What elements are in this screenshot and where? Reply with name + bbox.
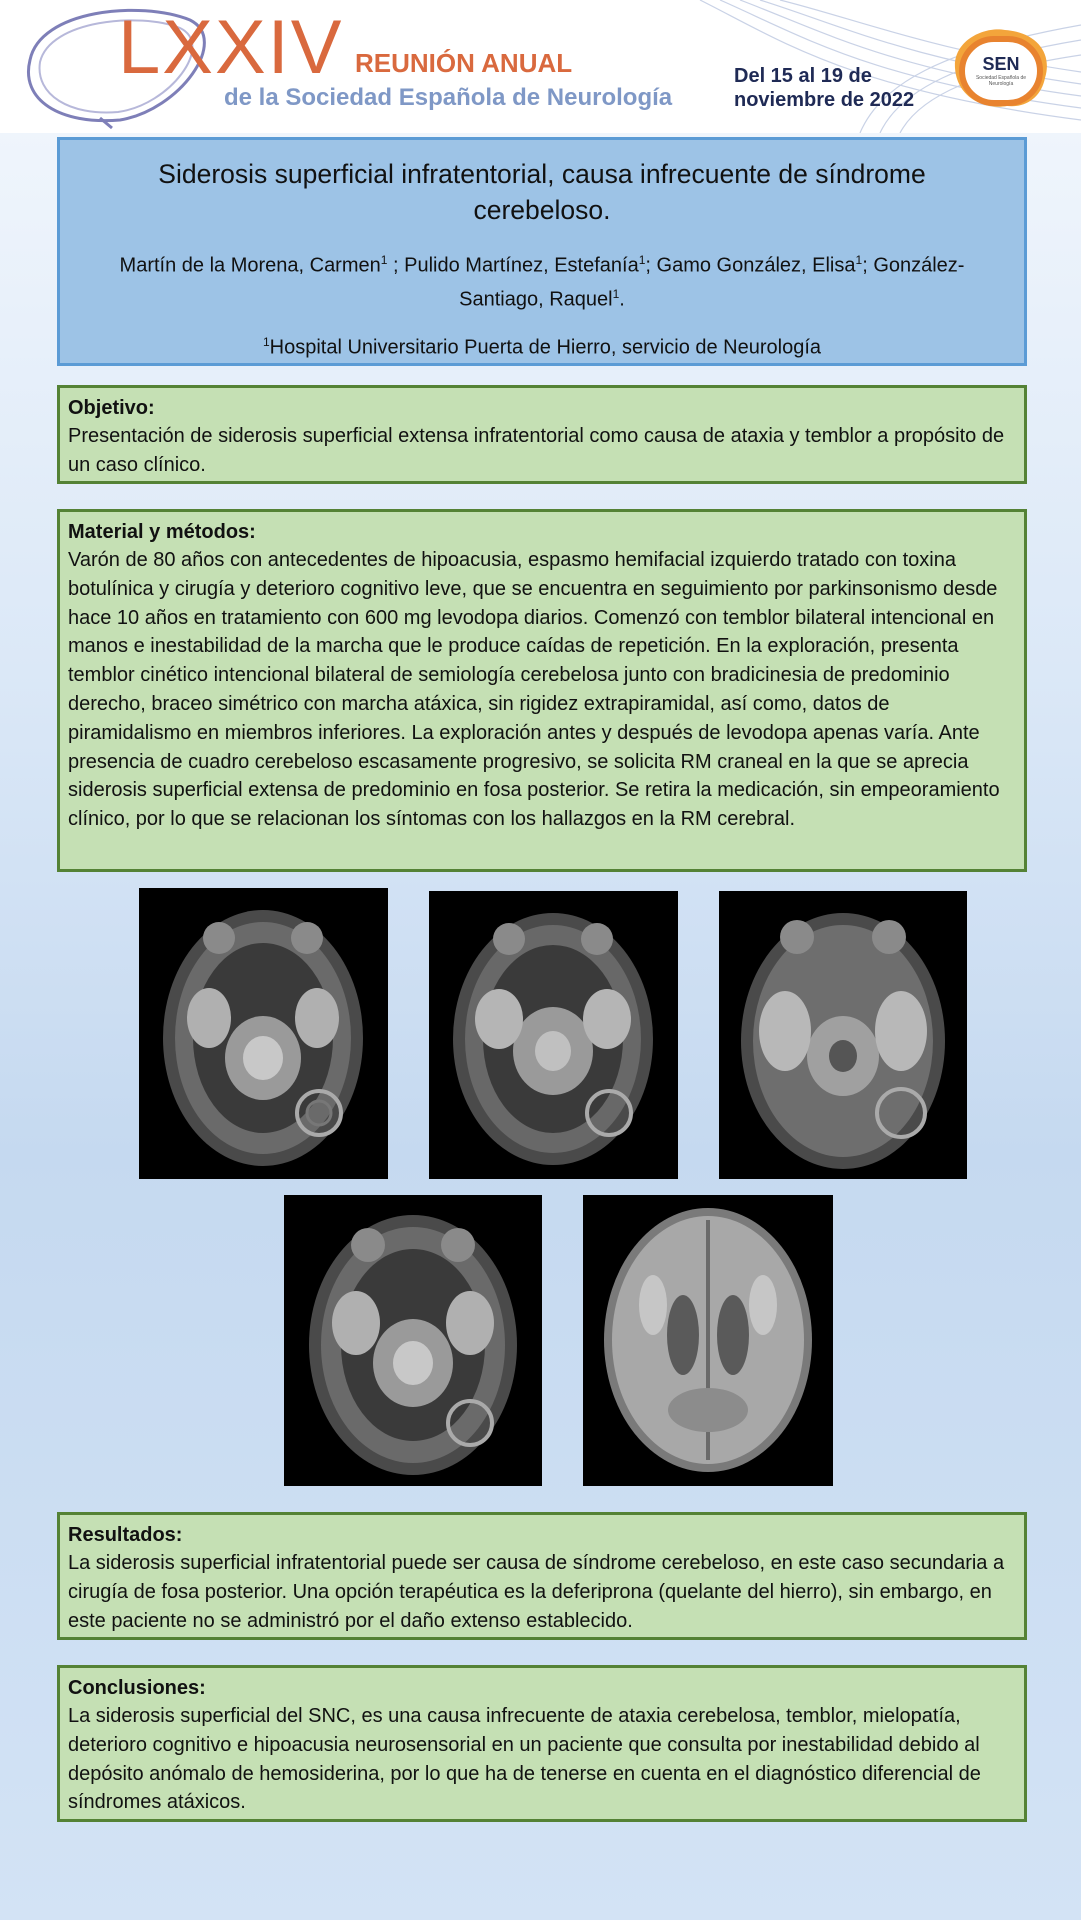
- conference-subtitle: de la Sociedad Española de Neurología: [224, 84, 673, 111]
- affiliation-text: Hospital Universitario Puerta de Hierro, servicio de Neurología: [269, 336, 822, 359]
- material-section: [57, 509, 1027, 872]
- author-name: Martín de la Morena, Carmen: [119, 254, 381, 277]
- mri-image-4-graphic: [284, 1195, 542, 1486]
- mri-image-4: [284, 1195, 542, 1486]
- author-separator: ;: [645, 254, 657, 277]
- conference-dates: [734, 64, 914, 112]
- author-name: Pulido Martínez, Estefanía: [404, 254, 639, 277]
- material-heading: Material y métodos:: [68, 521, 256, 543]
- mri-image-2-graphic: [429, 891, 678, 1179]
- author-sup: 1: [612, 286, 620, 301]
- authors: [80, 246, 1004, 313]
- conclusiones-heading: Conclusiones:: [68, 1677, 206, 1699]
- resultados-section: [57, 1512, 1027, 1640]
- author-name: González-Santiago, Raquel: [459, 254, 965, 311]
- objetivo-section: [57, 385, 1027, 484]
- material-body: Varón de 80 años con antecedentes de hipoacusia, espasmo hemifacial izquierdo tratado con toxina botulínica y cirugía y deterioro cognitivo leve, que se encuentra en seguimiento por parkinsonismo desde hace 10 años en tratamiento con 600 mg levodopa diarios. Comenzó con temblor bilateral intencional en manos e inestabilidad de la marcha que le produce caídas de repetición. En la exploración, presenta temblor cinético intencional bilateral de semiología cerebelosa junto con bradicinesia de predominio derecho, braceo simétrico con marcha atáxica, sin rigidez extrapiramidal, así como, datos de piramidalismo en miembros inferiores. La exploración antes y después de levodopa apenas varía. Ante presencia de cuadro cerebeloso escasamente progresivo, se solicita RM craneal en la que se aprecia siderosis superficial extensa de predominio en fosa posterior. Se retira la medicación, sin empeoramiento clínico, por lo que se relacionan los síntomas con los hallazgos en la RM cerebral.: [68, 549, 1000, 831]
- mri-image-5: [583, 1195, 833, 1486]
- author-name: Gamo González, Elisa: [656, 254, 856, 277]
- mri-image-5-graphic: [583, 1195, 833, 1486]
- author-sup: 1: [638, 253, 646, 267]
- conclusiones-body: La siderosis superficial del SNC, es una causa infrecuente de ataxia cerebelosa, temblor, mielopatía, deterioro cognitivo e hipoacusia neurosensorial en un paciente que consulta por inestabilidad debido al depósito anómalo de hemosiderina, por lo que ha de tenerse en cuenta en el diagnóstico diferencial de síndromes atáxicos.: [68, 1705, 981, 1814]
- author-sup: 1: [380, 253, 388, 267]
- title-box: [57, 137, 1027, 366]
- logo-badge: [959, 36, 1043, 106]
- mri-image-1: [139, 888, 388, 1179]
- conclusiones-section: [57, 1665, 1027, 1822]
- objetivo-body: Presentación de siderosis superficial extensa infratentorial como causa de ataxia y temblor a propósito de un caso clínico.: [68, 425, 1005, 476]
- author-separator: ;: [387, 254, 405, 277]
- sen-logo: [945, 22, 1055, 114]
- conference-title: REUNIÓN ANUAL: [355, 48, 573, 78]
- author-separator: .: [619, 288, 625, 311]
- author-sup: 1: [855, 253, 863, 267]
- conference-number: LXXIV: [118, 5, 344, 90]
- conference-header: [0, 0, 1081, 133]
- poster-title: Siderosis superficial infratentorial, causa infrecuente de síndrome cerebeloso.: [158, 159, 926, 225]
- affiliation: [60, 329, 1024, 361]
- mri-image-2: [429, 891, 678, 1179]
- author-separator: ;: [862, 254, 874, 277]
- mri-image-3-graphic: [719, 891, 967, 1179]
- resultados-body: La siderosis superficial infratentorial puede ser causa de síndrome cerebeloso, en este caso secundaria a cirugía de fosa posterior. Una opción terapéutica es la deferiprona (quelante del hierro), sin embargo, en este paciente no se administró por el daño extenso establecido.: [68, 1552, 1005, 1632]
- logo-subtext: Sociedad Española de Neurología: [975, 75, 1027, 87]
- dates-line-1: Del 15 al 19 de: [734, 65, 872, 87]
- objetivo-heading: Objetivo:: [68, 397, 155, 419]
- mri-image-1-graphic: [139, 888, 388, 1179]
- resultados-heading: Resultados:: [68, 1524, 183, 1546]
- dates-line-2: noviembre de 2022: [734, 89, 915, 111]
- logo-text: SEN: [982, 54, 1020, 74]
- affiliation-sup: 1: [262, 335, 270, 350]
- mri-image-3: [719, 891, 967, 1179]
